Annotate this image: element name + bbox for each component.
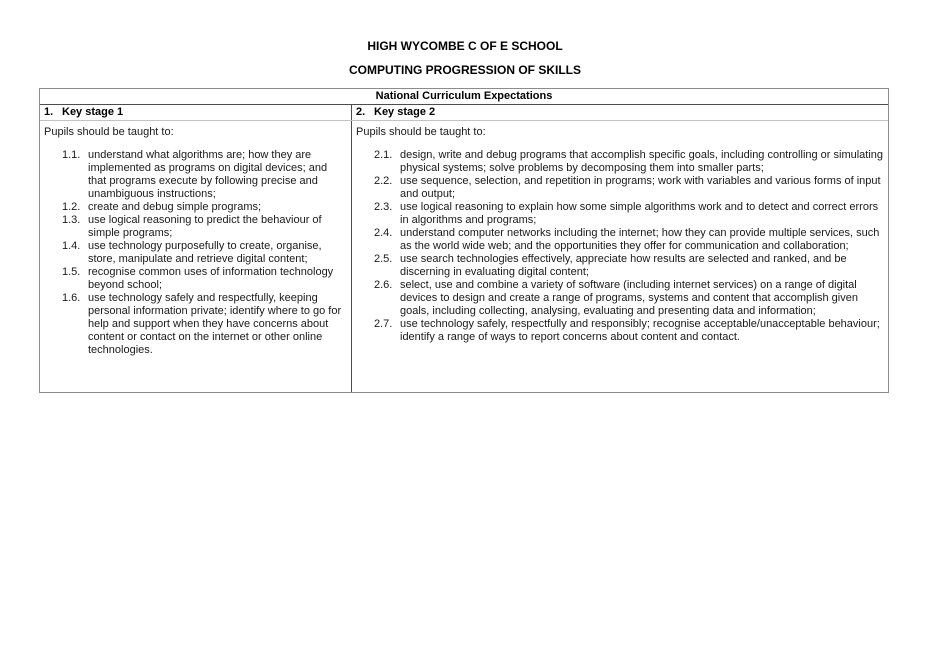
list-item-text: understand what algorithms are; how they are implemented as programs on digital devices; and that programs execute by following precise and unambiguous instructions;	[88, 149, 328, 200]
key-stage-2-heading: Key stage 2	[374, 106, 436, 118]
list-item-text: select, use and combine a variety of software (including internet services) on a range of digital devices to design and create a range of programs, systems and content that accomplish given goals, including collecting, analysing, evaluating and presenting data and information;	[400, 279, 858, 317]
list-item-text: use search technologies effectively, appreciate how results are selected and ranked, and be discerning in evaluating digital content;	[400, 253, 847, 278]
table-header: National Curriculum Expectations	[40, 89, 888, 105]
list-item-number: 2.6.	[374, 279, 393, 291]
list-item	[62, 214, 347, 240]
list-item-text: understand computer networks including the internet; how they can provide multiple services, such as the world wide web; and the opportunities they offer for communication and collaboration;	[400, 227, 880, 252]
list-item	[374, 175, 884, 201]
key-stage-1-heading: Key stage 1	[62, 106, 124, 118]
key-stage-1-header-cell	[40, 105, 352, 120]
list-item-number: 2.7.	[374, 318, 393, 330]
list-item	[62, 149, 347, 201]
list-item	[62, 201, 347, 214]
key-stage-2-intro: Pupils should be taught to:	[356, 126, 486, 138]
list-item	[374, 201, 884, 227]
key-stage-2-number: 2.	[356, 106, 366, 118]
list-item-number: 1.6.	[62, 292, 81, 304]
list-item-number: 2.3.	[374, 201, 393, 213]
list-item	[62, 292, 347, 357]
key-stage-1-number: 1.	[44, 106, 54, 118]
list-item-number: 1.1.	[62, 149, 81, 161]
key-stage-2-list	[356, 149, 884, 344]
list-item	[62, 266, 347, 292]
list-item-text: use technology safely and respectfully, keeping personal information private; identify where to go for help and support when they have concerns about content or contact on the internet or other online technologies.	[88, 292, 342, 356]
list-item-number: 2.5.	[374, 253, 393, 265]
key-stage-1-list	[44, 149, 347, 357]
list-item	[374, 227, 884, 253]
list-item-text: recognise common uses of information technology beyond school;	[88, 266, 334, 291]
key-stage-2-header-cell	[352, 105, 888, 120]
list-item-text: use logical reasoning to predict the behaviour of simple programs;	[88, 214, 322, 239]
list-item	[62, 240, 347, 266]
list-item	[374, 279, 884, 318]
list-item-text: create and debug simple programs;	[88, 201, 262, 213]
list-item-text: design, write and debug programs that accomplish specific goals, including controlling or simulating physical systems; solve problems by decomposing them into smaller parts;	[400, 149, 884, 174]
list-item-number: 1.4.	[62, 240, 81, 252]
list-item-text: use technology purposefully to create, organise, store, manipulate and retrieve digital content;	[88, 240, 322, 265]
list-item-text: use technology safely, respectfully and responsibly; recognise acceptable/unacceptable behaviour; identify a range of ways to report concerns about content and contact.	[400, 318, 880, 343]
table-body-row	[40, 121, 888, 392]
list-item	[374, 318, 884, 344]
key-stage-1-content-cell	[40, 121, 352, 392]
list-item	[374, 253, 884, 279]
list-item-text: use logical reasoning to explain how some simple algorithms work and to detect and correct errors in algorithms and programs;	[400, 201, 879, 226]
key-stage-2-content-cell	[352, 121, 888, 392]
list-item-number: 2.1.	[374, 149, 393, 161]
expectations-table	[39, 88, 889, 393]
key-stage-header-row	[40, 105, 888, 121]
list-item-number: 2.2.	[374, 175, 393, 187]
list-item-number: 1.2.	[62, 201, 81, 213]
list-item	[374, 149, 884, 175]
list-item-number: 2.4.	[374, 227, 393, 239]
list-item-number: 1.5.	[62, 266, 81, 278]
key-stage-1-intro: Pupils should be taught to:	[44, 126, 174, 138]
document-subtitle: COMPUTING PROGRESSION OF SKILLS	[348, 63, 581, 77]
list-item-text: use sequence, selection, and repetition in programs; work with variables and various forms of input and output;	[400, 175, 881, 200]
school-title: HIGH WYCOMBE C OF E SCHOOL	[367, 39, 563, 53]
list-item-number: 1.3.	[62, 214, 81, 226]
